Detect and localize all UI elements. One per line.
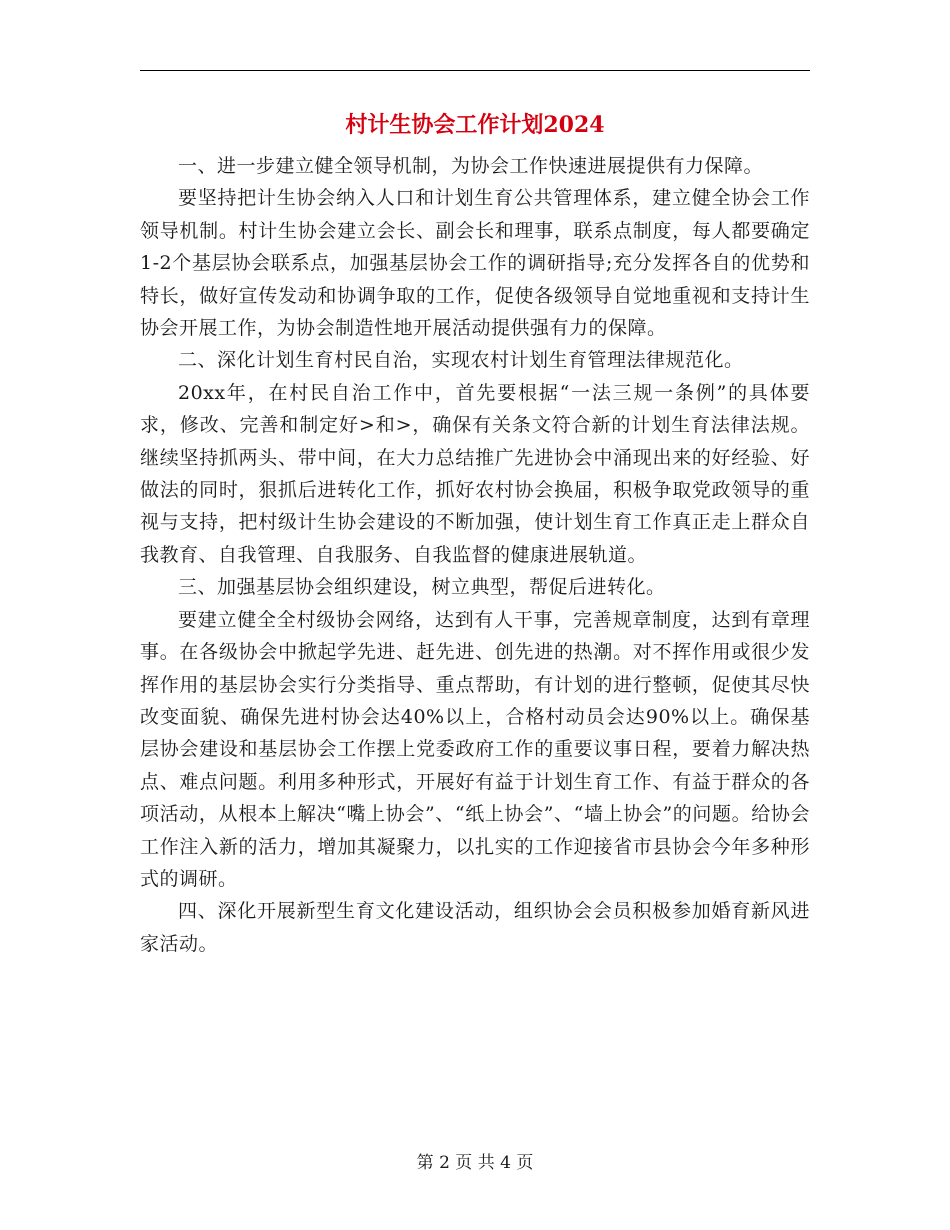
paragraph-3: 二、深化计划生育村民自治，实现农村计划生育管理法律规范化。 — [178, 349, 744, 372]
paragraph-4: 20xx年，在村民自治工作中，首先要根据“一法三规一条例”的具体要求，修改、完善和制定好>和>，确保有关条文符合新的计划生育法律法规。继续坚持抓两头、带中间，在大力总结推广先进协会中涌现出来的好经验、好做法的同时，狠抓后进转化工作，抓好农村协会换届，积极争取党政领导的重视与支持，把村级计生协会建设的不断加强，使计划生育工作真正走上群众自我教育、自我管理、自我服务、自我监督的健康进展轨道。 — [140, 381, 810, 566]
page-number-footer: 第 2 页 共 4 页 — [416, 1153, 534, 1173]
paragraph-1: 一、进一步建立健全领导机制，为协会工作快速进展提供有力保障。 — [178, 155, 764, 177]
document-title: 村计生协会工作计划2024 — [345, 112, 605, 138]
paragraph-6: 要建立健全全村级协会网络，达到有人干事，完善规章制度，达到有章理事。在各级协会中掀起学先进、赶先进、创先进的热潮。对不挥作用或很少发挥作用的基层协会实行分类指导、重点帮助，有计划的进行整顿，促使其尽快改变面貌、确保先进村协会达40%以上，合格村动员会达90%以上。确保基层协会建设和基层协会工作摆上党委政府工作的重要议事日程，要着力解决热点、难点问题。利用多种形式，开展好有益于计划生育工作、有益于群众的各项活动，从根本上解决“嘴上协会”、“纸上协会”、“墙上协会”的问题。给协会工作注入新的活力，增加其凝聚力，以扎实的工作迎接省市县协会今年多种形式的调研。 — [140, 608, 810, 890]
paragraph-5: 三、加强基层协会组织建设，树立典型，帮促后进转化。 — [178, 576, 666, 599]
paragraph-2: 要坚持把计生协会纳入人口和计划生育公共管理体系，建立健全协会工作领导机制。村计生协会建立会长、副会长和理事，联系点制度，每人都要确定1-2个基层协会联系点，加强基层协会工作的调研指导;充分发挥各自的优势和特长，做好宣传发动和协调争取的工作，促使各级领导自觉地重视和支持计生协会开展工作，为协会制造性地开展活动提供强有力的保障。 — [140, 187, 810, 340]
document-body — [140, 150, 810, 960]
header-rule — [140, 70, 810, 71]
paragraph-7: 四、深化开展新型生育文化建设活动，组织协会会员积极参加婚育新风进家活动。 — [140, 900, 810, 955]
